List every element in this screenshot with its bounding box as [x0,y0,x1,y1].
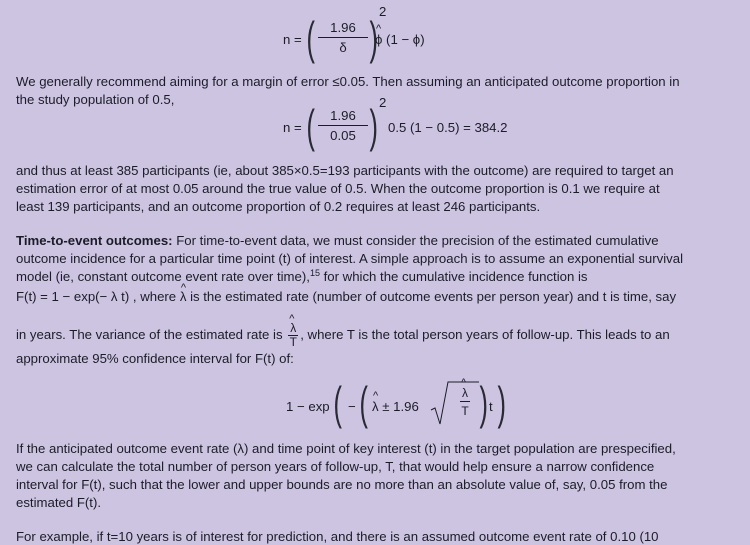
eq2-rhs: 0.5 (1 − 0.5) = 384.2 [388,120,508,135]
eq2-numerator: 1.96 [318,108,368,126]
para3-line3 [16,269,588,286]
para3-line6: approximate 95% confidence interval for F(t) of: [16,351,294,366]
para2-line3: least 139 participants, and an outcome proportion of 0.2 requires at least 246 participants. [16,199,541,214]
eq1-numerator: 1.96 [318,20,368,38]
variance-numerator: ^ λ [288,322,298,336]
para3-line4-text: is the estimated rate (number of outcome events per person year) and t is time, say [186,289,677,304]
para3-line1-text: For time-to-event data, we must consider the precision of the estimated cumulative [172,233,659,248]
para3-line1 [16,233,659,249]
eq2-right-paren: ) [369,100,378,152]
eq2-left-paren: ( [306,100,315,152]
eq2-fraction [318,108,368,143]
variance-fraction [288,322,298,349]
para3-line4-formula: F(t) = 1 − exp(− λ t) , where [16,289,180,304]
para3-line2: outcome incidence for a particular time point (t) of interest. A simple approach is to assume an exponential survival [16,251,684,266]
eq2-lhs: n = [283,120,302,135]
variance-denominator: T [289,335,297,349]
eq1-denominator: δ [339,40,347,55]
eq1-lhs: n = [283,32,302,47]
para4-line1: If the anticipated outcome event rate (λ) and time point of key interest (t) in the target population are prespecified, [16,441,676,456]
para4-line4: estimated F(t). [16,495,102,510]
para3-line5-end: , where T is the total person years of follow-up. This leads to an [300,326,670,342]
para1-line2: the study population of 0.5, [16,92,175,107]
eq3-sqrt-denominator: T [461,404,469,418]
cut-off-line [16,0,20,6]
para3-line5 [16,322,670,349]
para3-line4 [16,289,676,305]
para2-line1: and thus at least 385 participants (ie, about 385×0.5=193 participants with the outcome) are required to target an [16,163,674,178]
eq3-inner-expression: ^ λ ± 1.96 [372,399,419,414]
eq3-outer-right-paren: ) [497,377,506,429]
eq2-denominator: 0.05 [330,128,356,143]
para3-line5-text: in years. The variance of the estimated rate is [16,326,287,342]
para1-line1: We generally recommend aiming for a margin of error ≤0.05. Then assuming an anticipated outcome proportion in [16,74,680,89]
eq1-left-paren: ( [306,12,315,64]
para3-line3-text: model (ie, constant outcome event rate over time), [16,269,310,284]
eq1-rhs-text: ^ ϕ (1 − ϕ) [375,32,425,47]
sqrt-symbol [430,380,450,426]
eq1-right-paren: ) [369,12,378,64]
eq3-lhs: 1 − exp [286,399,330,414]
eq3-inner-right-paren: ) [479,377,488,429]
eq3-sqrt-fraction [452,386,478,418]
eq1-rhs [375,32,425,47]
eq3-minus: − [348,399,356,414]
eq1-exponent: 2 [379,4,387,19]
para3-line3-end: for which the cumulative incidence function is [319,269,588,284]
eq2-exponent: 2 [379,95,387,110]
reference-superscript: 15 [309,268,320,278]
para4-line2: we can calculate the total number of person years of follow-up, T, that would help ensure a narrow confidence [16,459,655,474]
section-heading-time-to-event: Time-to-event outcomes: [16,233,173,248]
para5-line1: For example, if t=10 years is of interest for prediction, and there is an assumed outcome event rate of 0.10 (10 [16,529,659,544]
eq3-outer-left-paren: ( [333,377,342,429]
eq3-tail: t [489,399,493,414]
para2-line2: estimation error of at most 0.05 around the true value of 0.5. When the outcome proportion is 0.1 we require at [16,181,660,196]
lambda-hat: ^ λ [180,289,187,305]
para4-line3: interval for F(t), such that the lower and upper bounds are no more than an absolute value of, say, 0.05 from the [16,477,668,492]
eq3-inner-left-paren: ( [359,377,368,429]
eq1-fraction [318,20,368,55]
eq3-sqrt-numerator: ^ λ [460,386,470,402]
